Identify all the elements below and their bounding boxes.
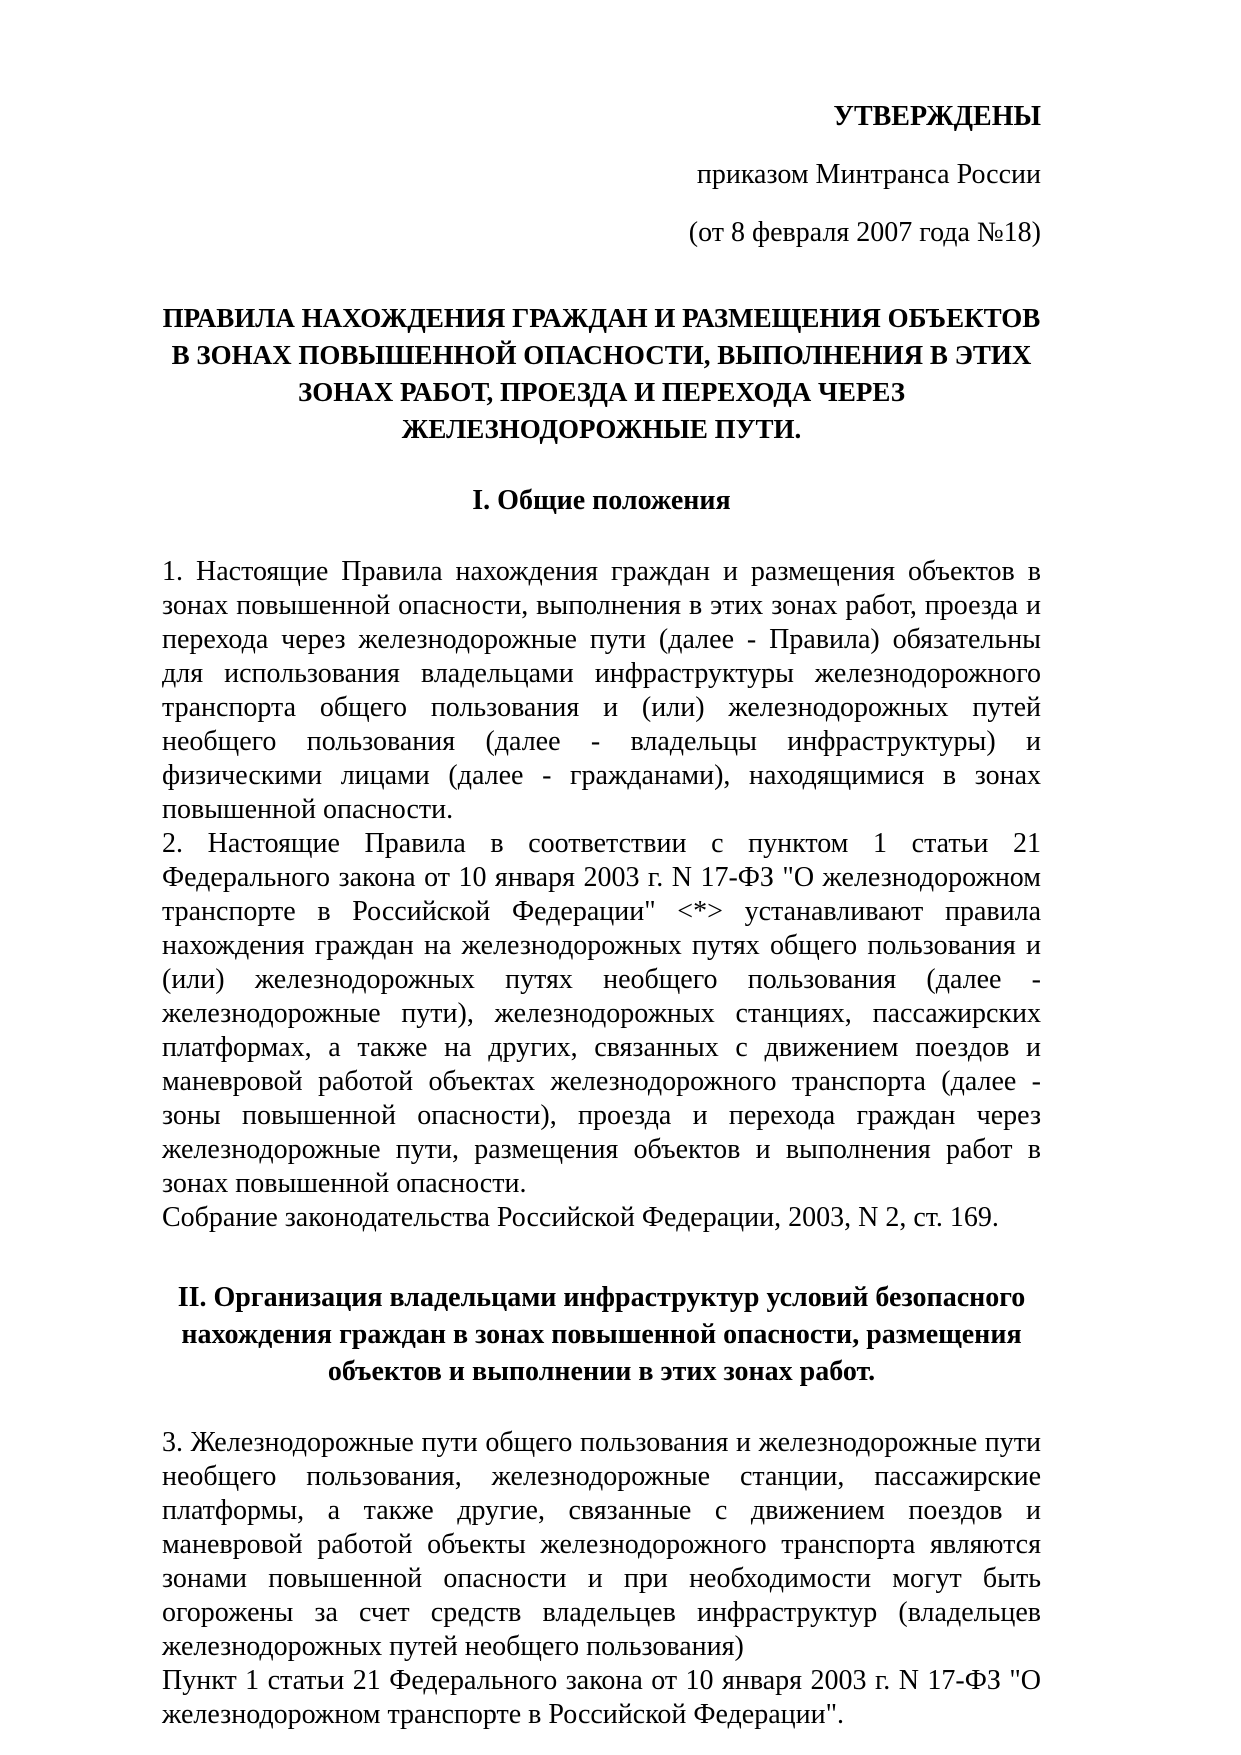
section-general-provisions [162,482,1041,1235]
paragraph-3: 3. Железнодорожные пути общего пользования и железнодорожные пути необщего пользования, железнодорожные станции, пассажирские платформы, а также другие, связанные с движением поездов и маневровой работой объекты железнодорожного транспорта являются зонами повышенной опасности и при необходимости могут быть огорожены за счет средств владельцев инфраструктур (владельцев железнодорожных путей необщего пользования) [162,1427,1041,1662]
footnote-law-reference-line: Пункт 1 статьи 21 Федерального закона от 10 января 2003 г. N 17-ФЗ "О железнодорожном транспорте в Российской Федерации". [162,1665,1041,1730]
footnote-source-line: Собрание законодательства Российской Федерации, 2003, N 2, ст. 169. [162,1202,999,1233]
approval-authority: приказом Минтранса России [696,159,1041,190]
approval-block [162,100,1041,250]
section-infrastructure-organization [162,1279,1041,1732]
section-2-heading: II. Организация владельцами инфраструктур условий безопасного нахождения граждан в зонах повышенной опасности, размещения объектов и выполнении в этих зонах работ. [177,1282,1026,1387]
paragraph-1: 1. Настоящие Правила нахождения граждан и размещения объектов в зонах повышенной опасности, выполнения в этих зонах работ, проезда и перехода через железнодорожные пути (далее - Правила) обязательны для использования владельцами инфраструктуры железнодорожного транспорта общего пользования и (или) железнодорожных путей необщего пользования (далее - владельцы инфраструктуры) и физическими лицами (далее - гражданами), находящимися в зонах повышенной опасности. [162,556,1041,825]
paragraph-2: 2. Настоящие Правила в соответствии с пунктом 1 статьи 21 Федерального закона от 10 января 2003 г. N 17-ФЗ "О железнодорожном транспорте в Российской Федерации" <*> устанавливают правила нахождения граждан на железнодорожных путях общего пользования и (или) железнодорожных путях необщего пользования (далее - железнодорожные пути), железнодорожных станциях, пассажирских платформах, а также на других, связанных с движением поездов и маневровой работой объектах железнодорожного транспорта (далее - зоны повышенной опасности), проезда и перехода граждан через железнодорожные пути, размещения объектов и выполнения работ в зонах повышенной опасности. [162,828,1041,1199]
section-1-heading: I. Общие положения [472,485,731,516]
approval-stamp: УТВЕРЖДЕНЫ [833,101,1041,132]
document-title: ПРАВИЛА НАХОЖДЕНИЯ ГРАЖДАН И РАЗМЕЩЕНИЯ ОБЪЕКТОВ В ЗОНАХ ПОВЫШЕННОЙ ОПАСНОСТИ, ВЫПОЛНЕНИЯ В ЭТИХ ЗОНАХ РАБОТ, ПРОЕЗДА И ПЕРЕХОДА ЧЕРЕЗ ЖЕЛЕЗНОДОРОЖНЫЕ ПУТИ. [162,303,1041,444]
approval-order-date: (от 8 февраля 2007 года №18) [688,217,1041,248]
